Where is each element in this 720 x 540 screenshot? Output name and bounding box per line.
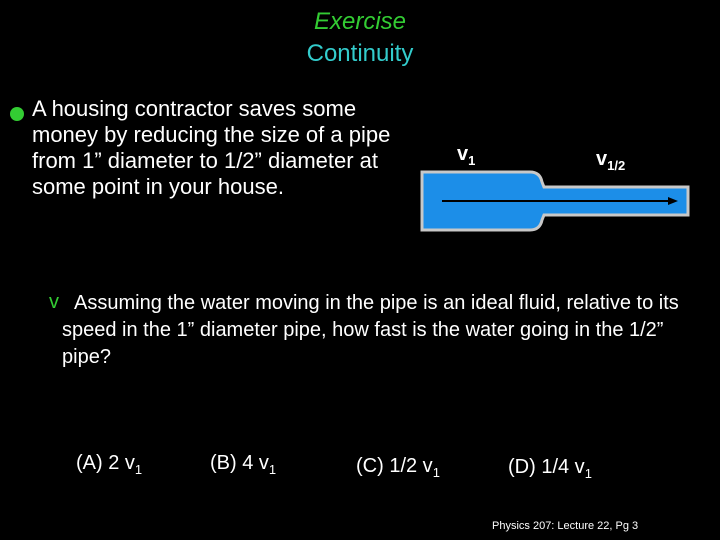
bullet-diamond-icon: v bbox=[49, 291, 59, 313]
slide-title: Exercise bbox=[313, 8, 407, 35]
velocity-label-vhalf: $v_{1/2}$ bbox=[596, 148, 626, 173]
answer-option-b[interactable]: (B) 4 $v_1$ bbox=[210, 452, 277, 477]
bullet-dot bbox=[10, 107, 24, 121]
answer-option-d[interactable]: (D) 1/4 $v_1$ bbox=[508, 456, 592, 481]
slide-subtitle: Continuity bbox=[306, 40, 414, 67]
answer-option-a[interactable]: (A) 2 $v_1$ bbox=[76, 452, 143, 477]
bullet-text-question: Assuming the water moving in the pipe is an ideal fluid, relative to its speed in the 1” diameter pipe, how fast is the water going in the 1/2” pipe? bbox=[62, 292, 679, 368]
bullet-text-contractor: A housing contractor saves some money by reducing the size of a pipe from 1” diameter to 1/2” diameter at some point in your house. bbox=[32, 96, 391, 199]
pipe-diagram bbox=[420, 170, 690, 232]
slide-footer: Physics 207: Lecture 22, Pg 3 bbox=[492, 520, 639, 532]
answer-option-c[interactable]: (C) 1/2 $v_1$ bbox=[356, 455, 440, 480]
velocity-label-v1: $v_1$ bbox=[457, 143, 476, 168]
